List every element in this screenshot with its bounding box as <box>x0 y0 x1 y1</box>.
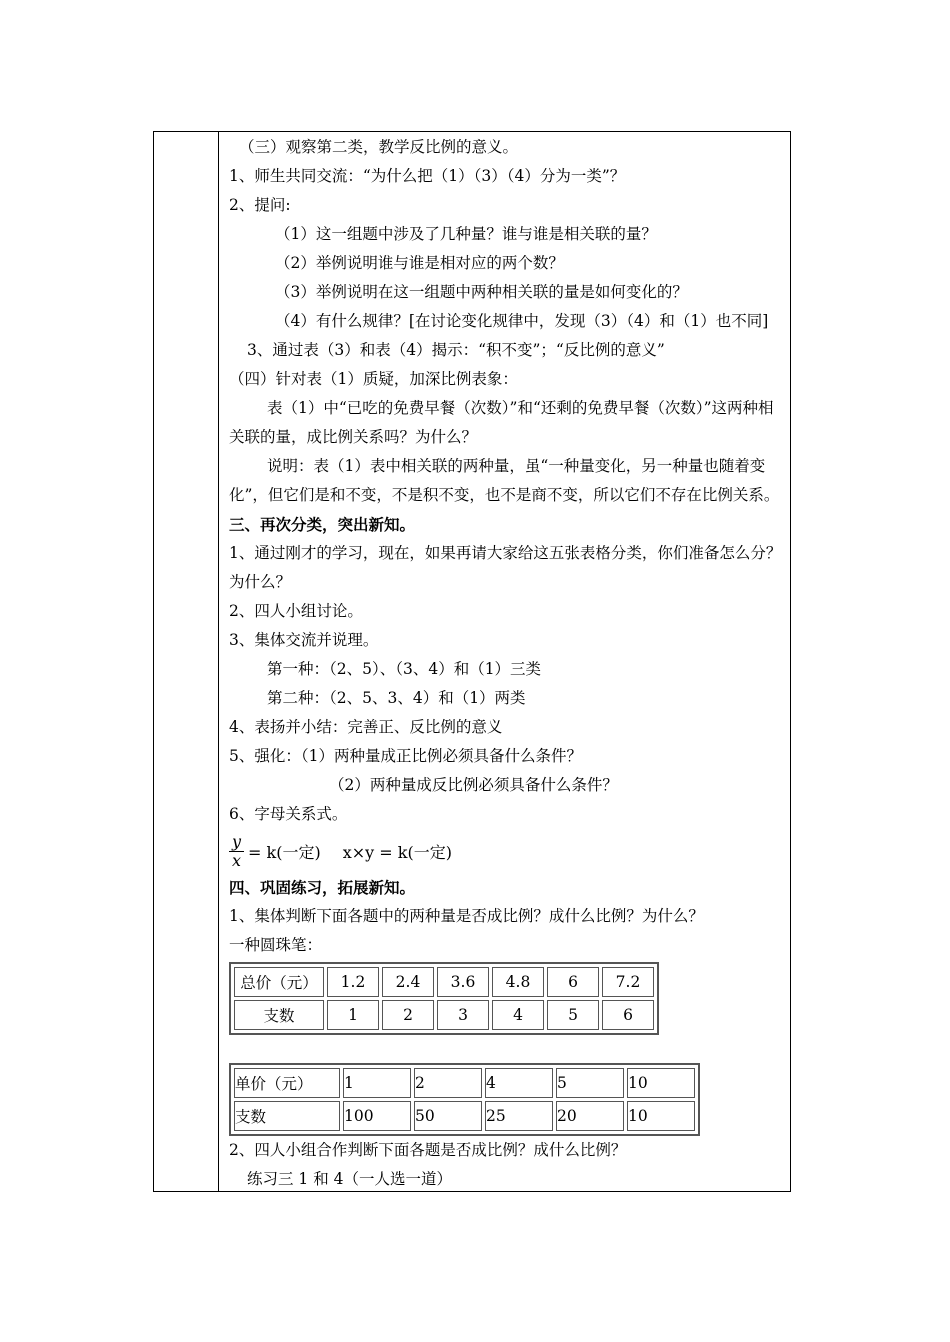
table-cell: 10 <box>627 1101 695 1131</box>
table-cell: 25 <box>485 1101 553 1131</box>
section-3-q3: 3、集体交流并说理。 <box>229 631 379 649</box>
table-cell: 10 <box>627 1068 695 1098</box>
lesson-content <box>229 133 784 1194</box>
line-reveal: 3、通过表（3）和表（4）揭示：“积不变”；“反比例的意义” <box>247 341 665 359</box>
table-cell: 5 <box>547 1000 599 1030</box>
practice-line: 练习三 1 和 4（一人选一道） <box>247 1170 453 1188</box>
section-3-q5a: 5、强化：（1）两种量成正比例必须具备什么条件？ <box>229 747 582 765</box>
fraction-numerator: y <box>229 833 244 852</box>
price-table <box>229 962 659 1035</box>
section-3-q4: 4、表扬并小结：完善正、反比例的意义 <box>229 718 503 736</box>
table-cell: 1 <box>327 1000 379 1030</box>
subsection-3-title: （三）观察第二类，教学反比例的意义。 <box>239 138 519 156</box>
section-3-q2: 2、四人小组讨论。 <box>229 602 363 620</box>
table-cell: 1 <box>343 1068 411 1098</box>
section-4-q2: 2、四人小组合作判断下面各题是否成比例？成什么比例？ <box>229 1141 627 1159</box>
table-cell: 支数 <box>234 1101 340 1131</box>
table-cell: 总价（元） <box>234 967 324 997</box>
table-cell: 5 <box>556 1068 624 1098</box>
table-cell: 单价（元） <box>234 1068 340 1098</box>
table-cell: 4 <box>485 1068 553 1098</box>
formula-row <box>229 829 784 873</box>
table-cell: 3.6 <box>437 967 489 997</box>
section-3-q5b: （2）两种量成反比例必须具备什么条件？ <box>329 776 618 794</box>
unit-price-table <box>229 1063 700 1136</box>
fraction-y-over-x <box>229 833 244 870</box>
question-3: （3）举例说明在这一组题中两种相关联的量是如何变化的？ <box>275 283 688 301</box>
question-2: （2）举例说明谁与谁是相对应的两个数？ <box>275 254 564 272</box>
table-cell: 2 <box>382 1000 434 1030</box>
fraction-denominator: x <box>232 850 242 870</box>
line-discuss: 1、师生共同交流：“为什么把（1）（3）（4）分为一类”？ <box>229 167 626 185</box>
table-cell: 100 <box>343 1101 411 1131</box>
question-1: （1）这一组题中涉及了几种量？谁与谁是相关联的量？ <box>275 225 657 243</box>
formula-inverse: x×y = k(一定) <box>342 842 452 862</box>
formula-direct-rhs: = k(一定) <box>248 842 321 862</box>
column-divider <box>218 131 219 1192</box>
section-3-q6: 6、字母关系式。 <box>229 805 348 823</box>
table-row <box>234 967 654 997</box>
table-cell: 6 <box>602 1000 654 1030</box>
table-cell: 2.4 <box>382 967 434 997</box>
section-3-q1: 1、通过刚才的学习，现在，如果再请大家给这五张表格分类，你们准备怎么分？为什么？ <box>229 544 782 591</box>
subsection-4-title: （四）针对表（1）质疑，加深比例表象： <box>229 370 518 388</box>
pen-label: 一种圆珠笔： <box>229 936 323 954</box>
table-row <box>234 1000 654 1030</box>
line-ask: 2、提问: <box>229 196 291 214</box>
table-cell: 20 <box>556 1101 624 1131</box>
question-4: （4）有什么规律？[在讨论变化规律中，发现（3）（4）和（1）也不同] <box>275 312 769 330</box>
paragraph-explain: 说明：表（1）表中相关联的两种量，虽“一种量变化，另一种量也随着变化”，但它们是和不变，不是积不变，也不是商不变，所以它们不存在比例关系。 <box>229 457 780 504</box>
option-2: 第二种：（2、5、3、4）和（1）两类 <box>267 689 526 707</box>
table-cell: 50 <box>414 1101 482 1131</box>
table-cell: 支数 <box>234 1000 324 1030</box>
table-row <box>234 1101 695 1131</box>
section-4-heading: 四、巩固练习，拓展新知。 <box>229 878 416 897</box>
table-cell: 3 <box>437 1000 489 1030</box>
table-row <box>234 1068 695 1098</box>
paragraph-table1: 表（1）中“已吃的免费早餐（次数）”和“还剩的免费早餐（次数）”这两种相关联的量，成比例关系吗？为什么？ <box>229 399 774 446</box>
table-cell: 4 <box>492 1000 544 1030</box>
table-cell: 1.2 <box>327 967 379 997</box>
section-4-q1: 1、集体判断下面各题中的两种量是否成比例？成什么比例？为什么？ <box>229 907 704 925</box>
section-3-heading: 三、再次分类，突出新知。 <box>229 515 416 534</box>
table-cell: 7.2 <box>602 967 654 997</box>
table-cell: 6 <box>547 967 599 997</box>
table-cell: 4.8 <box>492 967 544 997</box>
option-1: 第一种：（2、5）、（3、4）和（1）三类 <box>267 660 542 678</box>
table-cell: 2 <box>414 1068 482 1098</box>
